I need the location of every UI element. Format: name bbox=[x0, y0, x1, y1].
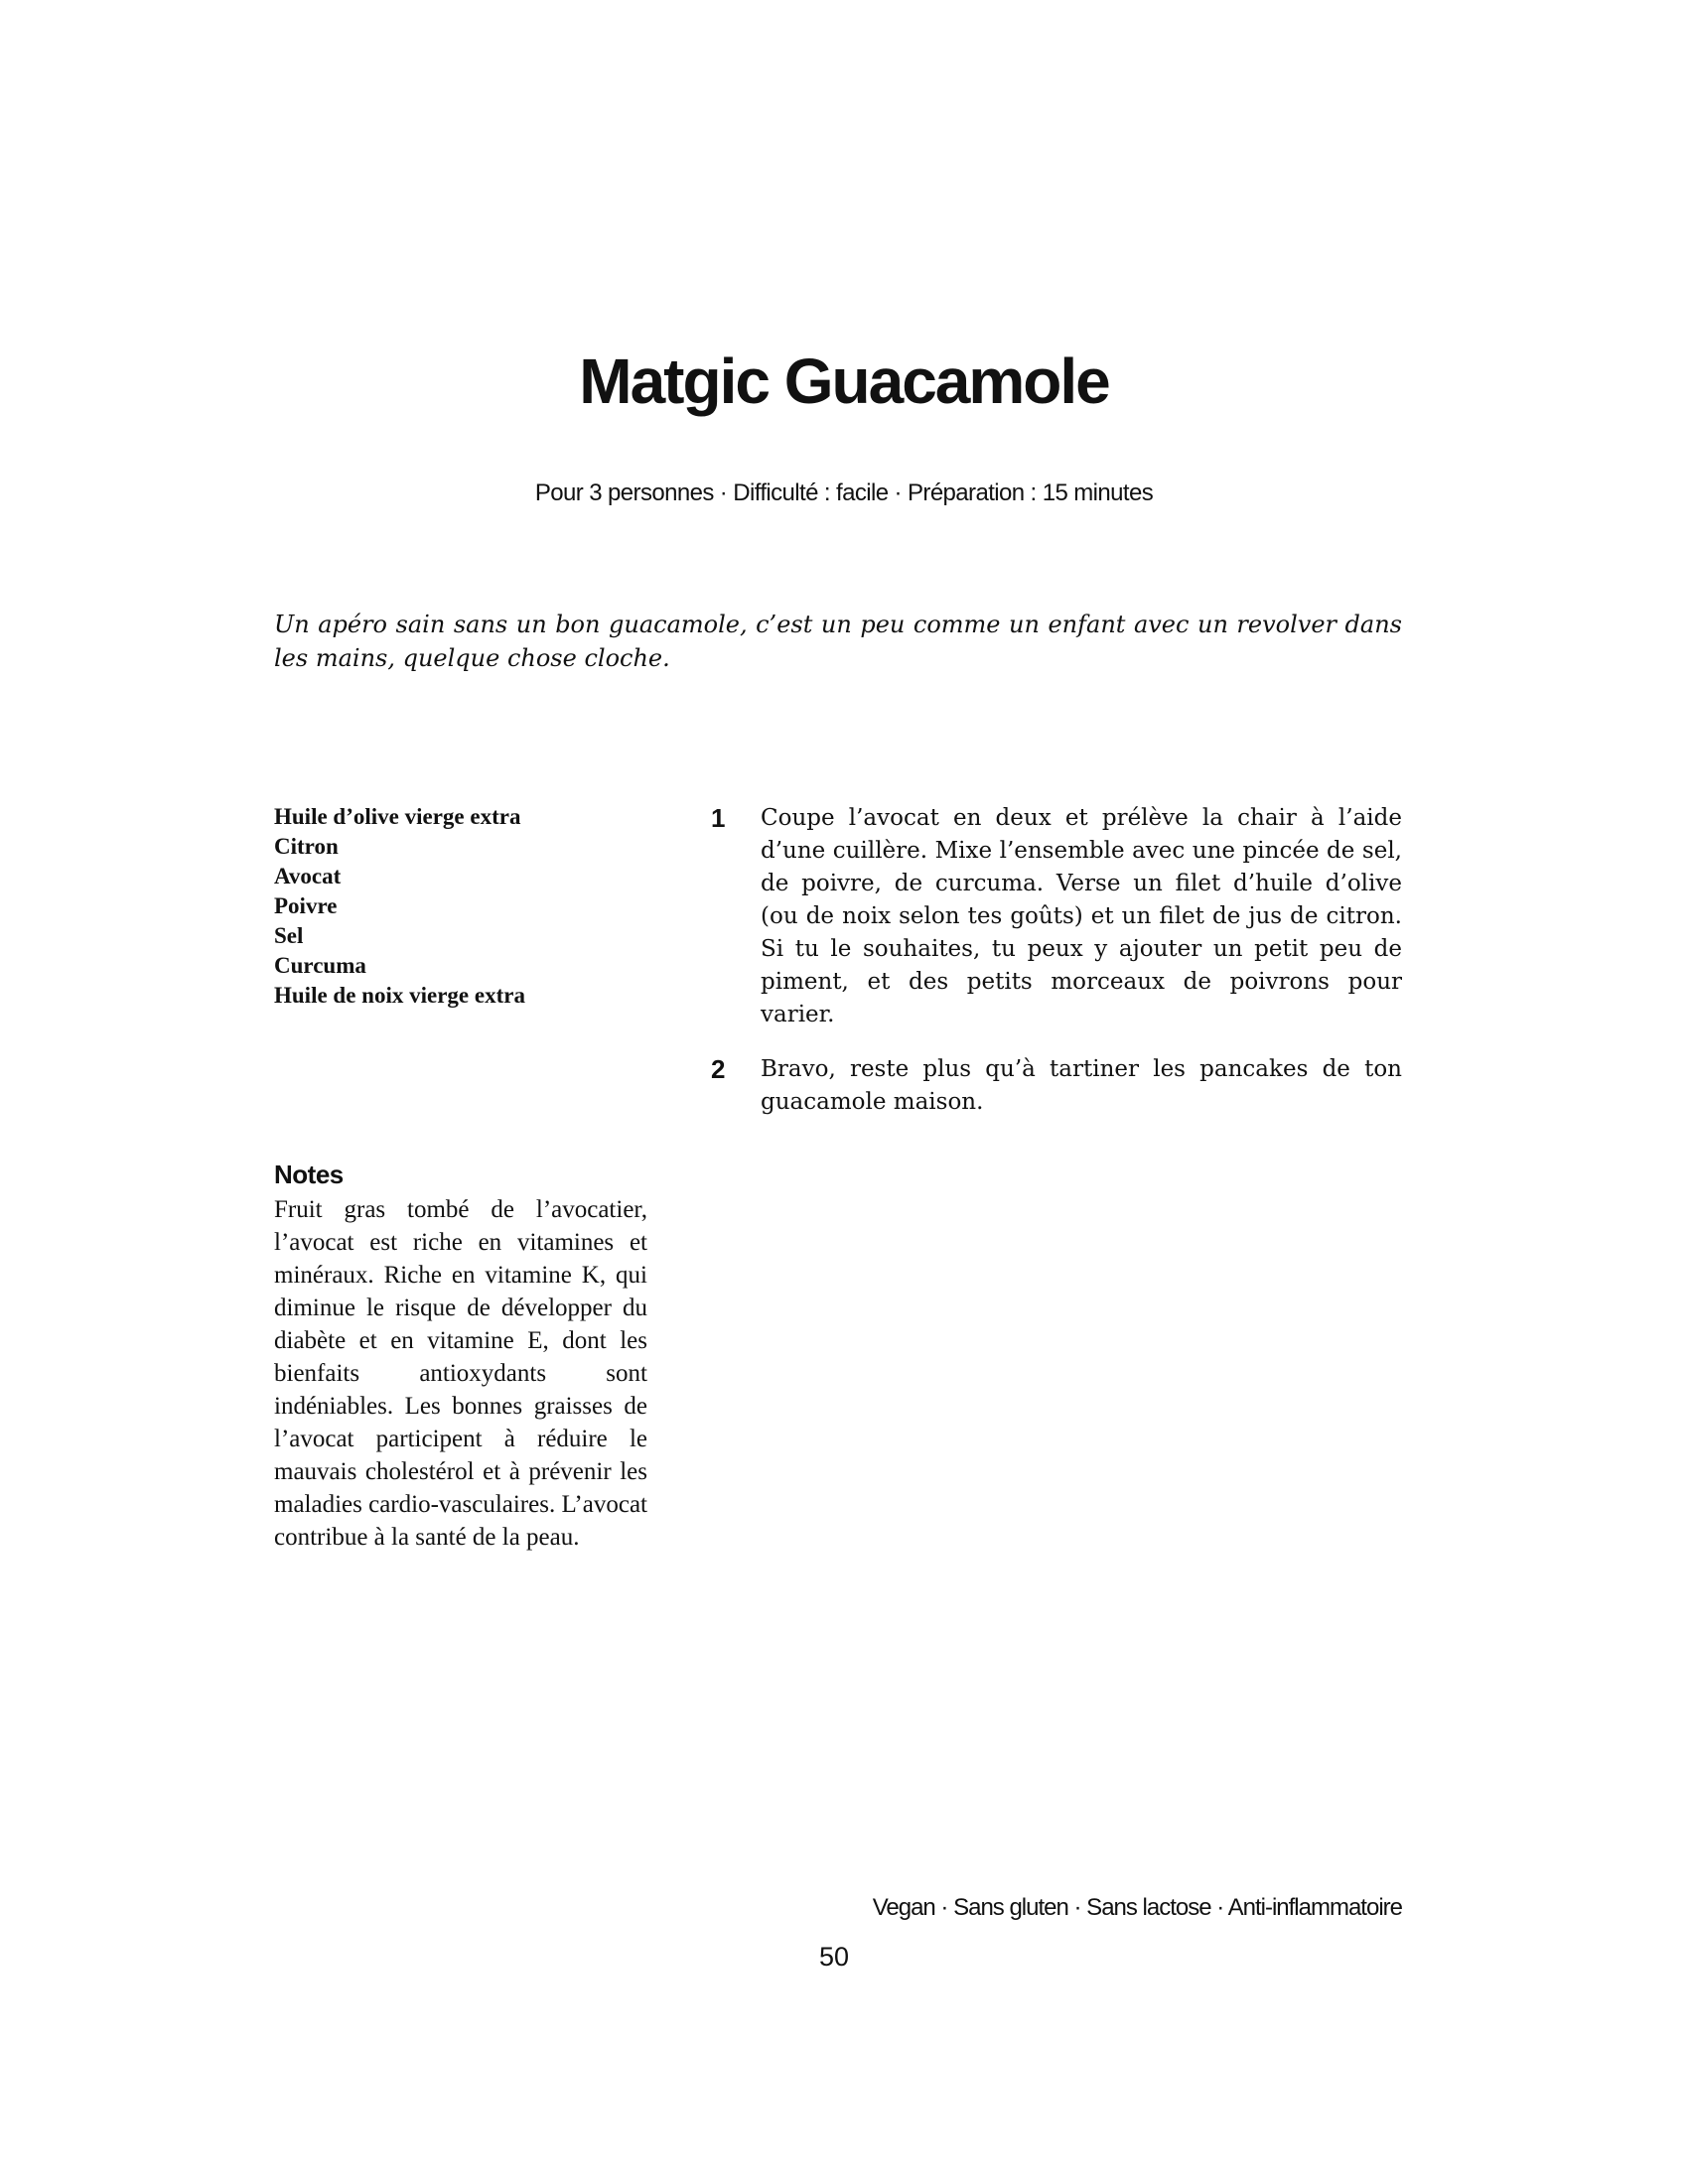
ingredient-item: Poivre bbox=[274, 893, 338, 918]
ingredient-item: Huile de noix vierge extra bbox=[274, 983, 525, 1008]
step-text: Coupe l’avocat en deux et prélève la chair à l’aide d’une cuillère. Mixe l’ensemble avec une pincée de sel, de poivre, de curcuma. Verse un filet d’huile d’olive (ou de noix selon tes goûts) et un filet de jus de citron. Si tu le souhaites, tu peux y ajouter un petit peu de piment, et des petits morceaux de poivrons pour varier. bbox=[761, 805, 1402, 1027]
steps-list bbox=[711, 802, 1402, 1141]
recipe-title: Matgic Guacamole bbox=[579, 345, 1109, 417]
recipe-intro: Un apéro sain sans un bon guacamole, c’est un peu comme un enfant avec un revolver dans les mains, quelque chose cloche. bbox=[274, 611, 1402, 672]
recipe-meta: Pour 3 personnes · Difficulté : facile · Préparation : 15 minutes bbox=[534, 479, 1154, 506]
notes-section bbox=[274, 1160, 647, 1554]
ingredients-list bbox=[274, 802, 651, 1011]
step-item bbox=[711, 802, 1402, 1031]
ingredient-item: Curcuma bbox=[274, 953, 366, 978]
notes-heading: Notes bbox=[274, 1160, 344, 1189]
step-number: 2 bbox=[711, 1054, 726, 1084]
ingredient-item: Citron bbox=[274, 834, 339, 859]
diet-tags: Vegan · Sans gluten · Sans lactose · Anti-inflammatoire bbox=[872, 1894, 1402, 1921]
ingredient-item: Huile d’olive vierge extra bbox=[274, 804, 521, 829]
page-number: 50 bbox=[818, 1942, 850, 1972]
step-item bbox=[711, 1053, 1402, 1119]
step-number: 1 bbox=[711, 803, 726, 833]
step-text: Bravo, reste plus qu’à tartiner les pancakes de ton guacamole maison. bbox=[761, 1056, 1402, 1115]
ingredient-item: Sel bbox=[274, 923, 304, 948]
ingredient-item: Avocat bbox=[274, 864, 342, 888]
notes-text: Fruit gras tombé de l’avocatier, l’avocat est riche en vitamines et minéraux. Riche en vitamine K, qui diminue le risque de développer du diabète et en vitamine E, dont les bienfaits antioxydants sont indéniables. Les bonnes graisses de l’avocat participent à réduire le mauvais cholestérol et à prévenir les maladies cardio-vasculaires. L’avocat contribue à la santé de la peau. bbox=[274, 1196, 647, 1551]
